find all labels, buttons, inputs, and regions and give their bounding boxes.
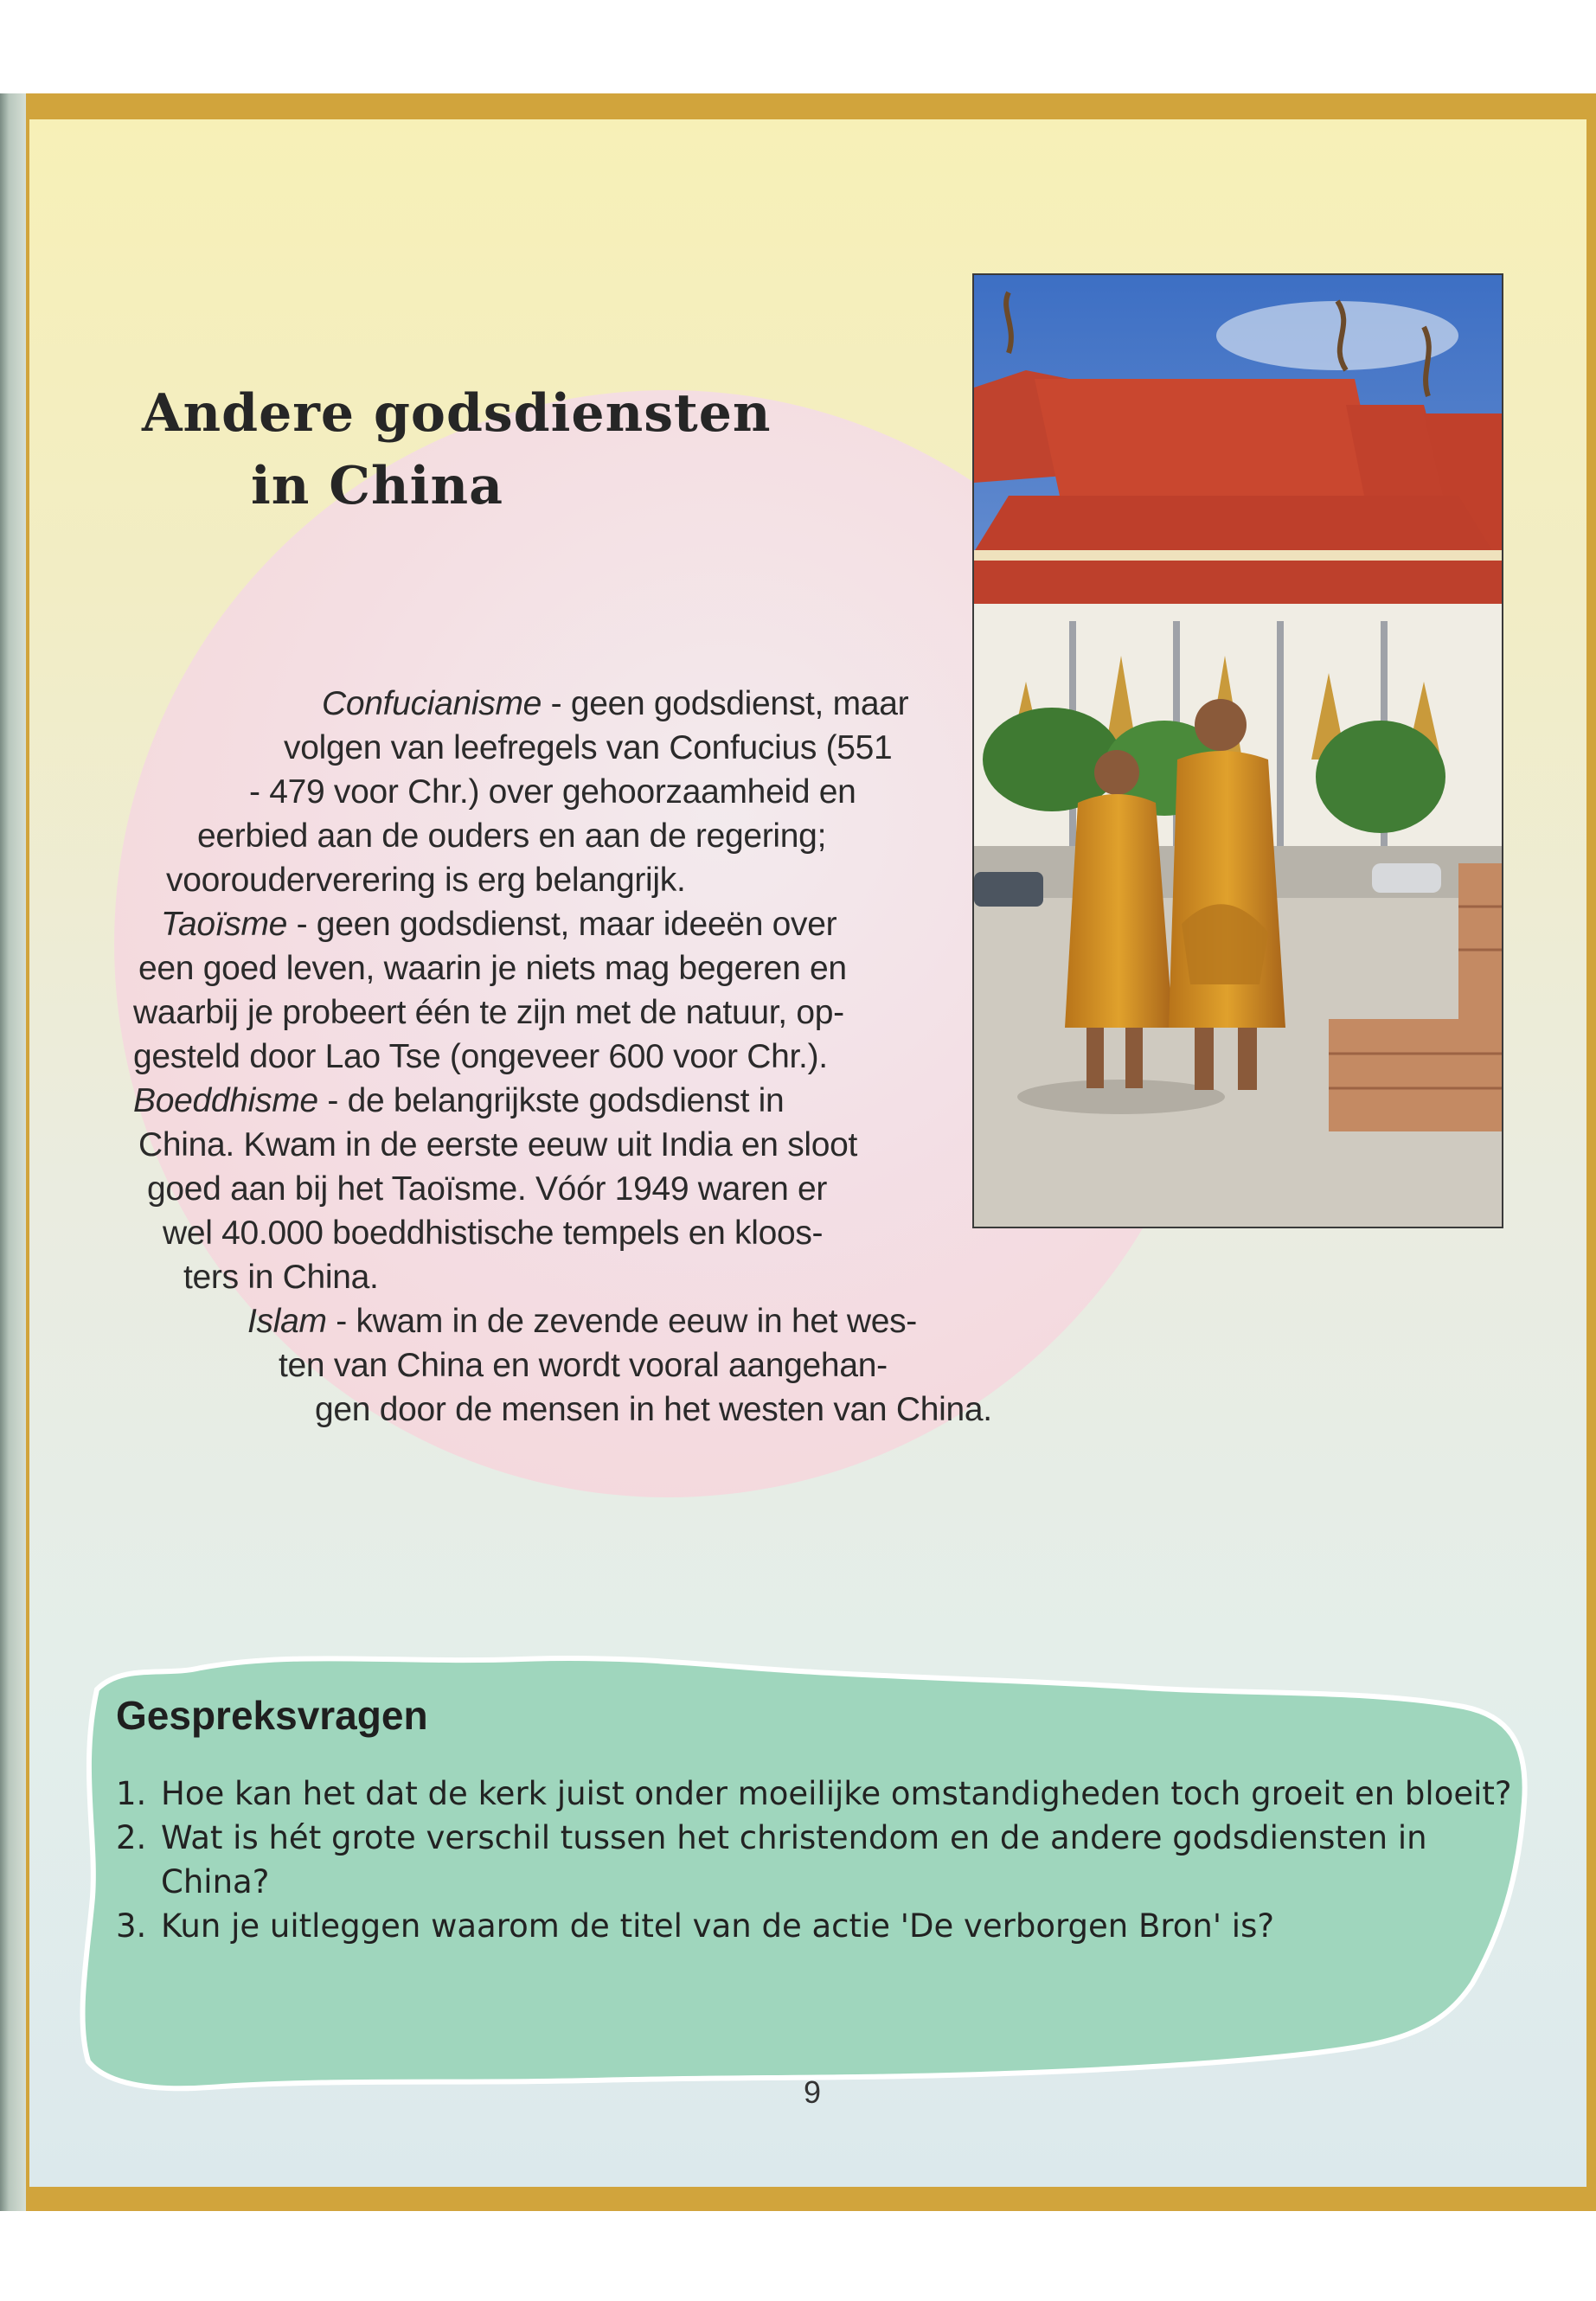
- question-item: [116, 1904, 1517, 1948]
- question-number: 3.: [116, 1907, 147, 1945]
- page-title-line1: Andere godsdiensten: [142, 383, 772, 444]
- text-line: China. Kwam in de eerste eeuw uit India en sloot: [138, 1126, 858, 1163]
- question-text: Kun je uitleggen waarom de titel van de actie 'De verborgen Bron' is?: [161, 1907, 1274, 1945]
- page-number: 9: [803, 2074, 822, 2110]
- text-line: eerbied aan de ouders en aan de regering;: [197, 817, 827, 855]
- text-line: voorouderverering is erg belangrijk.: [166, 862, 686, 899]
- temple-monks-illustration: [974, 275, 1502, 1227]
- text-line: - 479 voor Chr.) over gehoorzaamheid en: [249, 773, 856, 811]
- question-text: Wat is hét grote verschil tussen het christendom en de andere godsdiensten in China?: [161, 1819, 1427, 1900]
- question-number: 2.: [116, 1819, 147, 1856]
- text-line: Confucianisme - geen godsdienst, maar: [322, 685, 909, 722]
- page-title-line2: in China: [251, 456, 503, 516]
- question-number: 1.: [116, 1775, 147, 1812]
- term-taoism: Taoïsme: [161, 906, 288, 943]
- term-confucianism: Confucianisme: [322, 685, 542, 722]
- text-line: Boeddhisme - de belangrijkste godsdienst in: [133, 1082, 785, 1119]
- term-islam: Islam: [247, 1303, 327, 1340]
- text-line: volgen van leefregels van Confucius (551: [284, 729, 893, 766]
- term-buddhism: Boeddhisme: [133, 1082, 318, 1119]
- scanned-book-spread: [0, 93, 1596, 2211]
- text-line: gen door de mensen in het westen van China.: [315, 1391, 992, 1428]
- question-list: [116, 1772, 1517, 1948]
- text-line: wel 40.000 boeddhistische tempels en kloos-: [163, 1215, 824, 1252]
- text-line: Islam - kwam in de zevende eeuw in het wes-: [247, 1303, 917, 1340]
- text-line: een goed leven, waarin je niets mag begeren en: [138, 950, 847, 987]
- temple-monks-photo: [972, 273, 1503, 1228]
- book-page: [29, 119, 1586, 2187]
- discussion-heading: Gespreksvragen: [116, 1693, 428, 1738]
- question-item: [116, 1816, 1517, 1904]
- adjacent-page-edge: [0, 93, 26, 2211]
- text-line: goed aan bij het Taoïsme. Vóór 1949 waren er: [147, 1170, 828, 1208]
- question-item: [116, 1772, 1517, 1816]
- text-line: Taoïsme - geen godsdienst, maar ideeën over: [161, 906, 837, 943]
- text-line: ters in China.: [183, 1259, 379, 1296]
- page-title: [142, 377, 772, 522]
- question-text: Hoe kan het dat de kerk juist onder moeilijke omstandigheden toch groeit en bloeit?: [161, 1775, 1512, 1812]
- text-line: waarbij je probeert één te zijn met de natuur, op-: [133, 994, 844, 1031]
- text-line: gesteld door Lao Tse (ongeveer 600 voor Chr.).: [133, 1038, 828, 1075]
- text-line: ten van China en wordt vooral aangehan-: [279, 1347, 888, 1384]
- religions-text: [133, 682, 1067, 1432]
